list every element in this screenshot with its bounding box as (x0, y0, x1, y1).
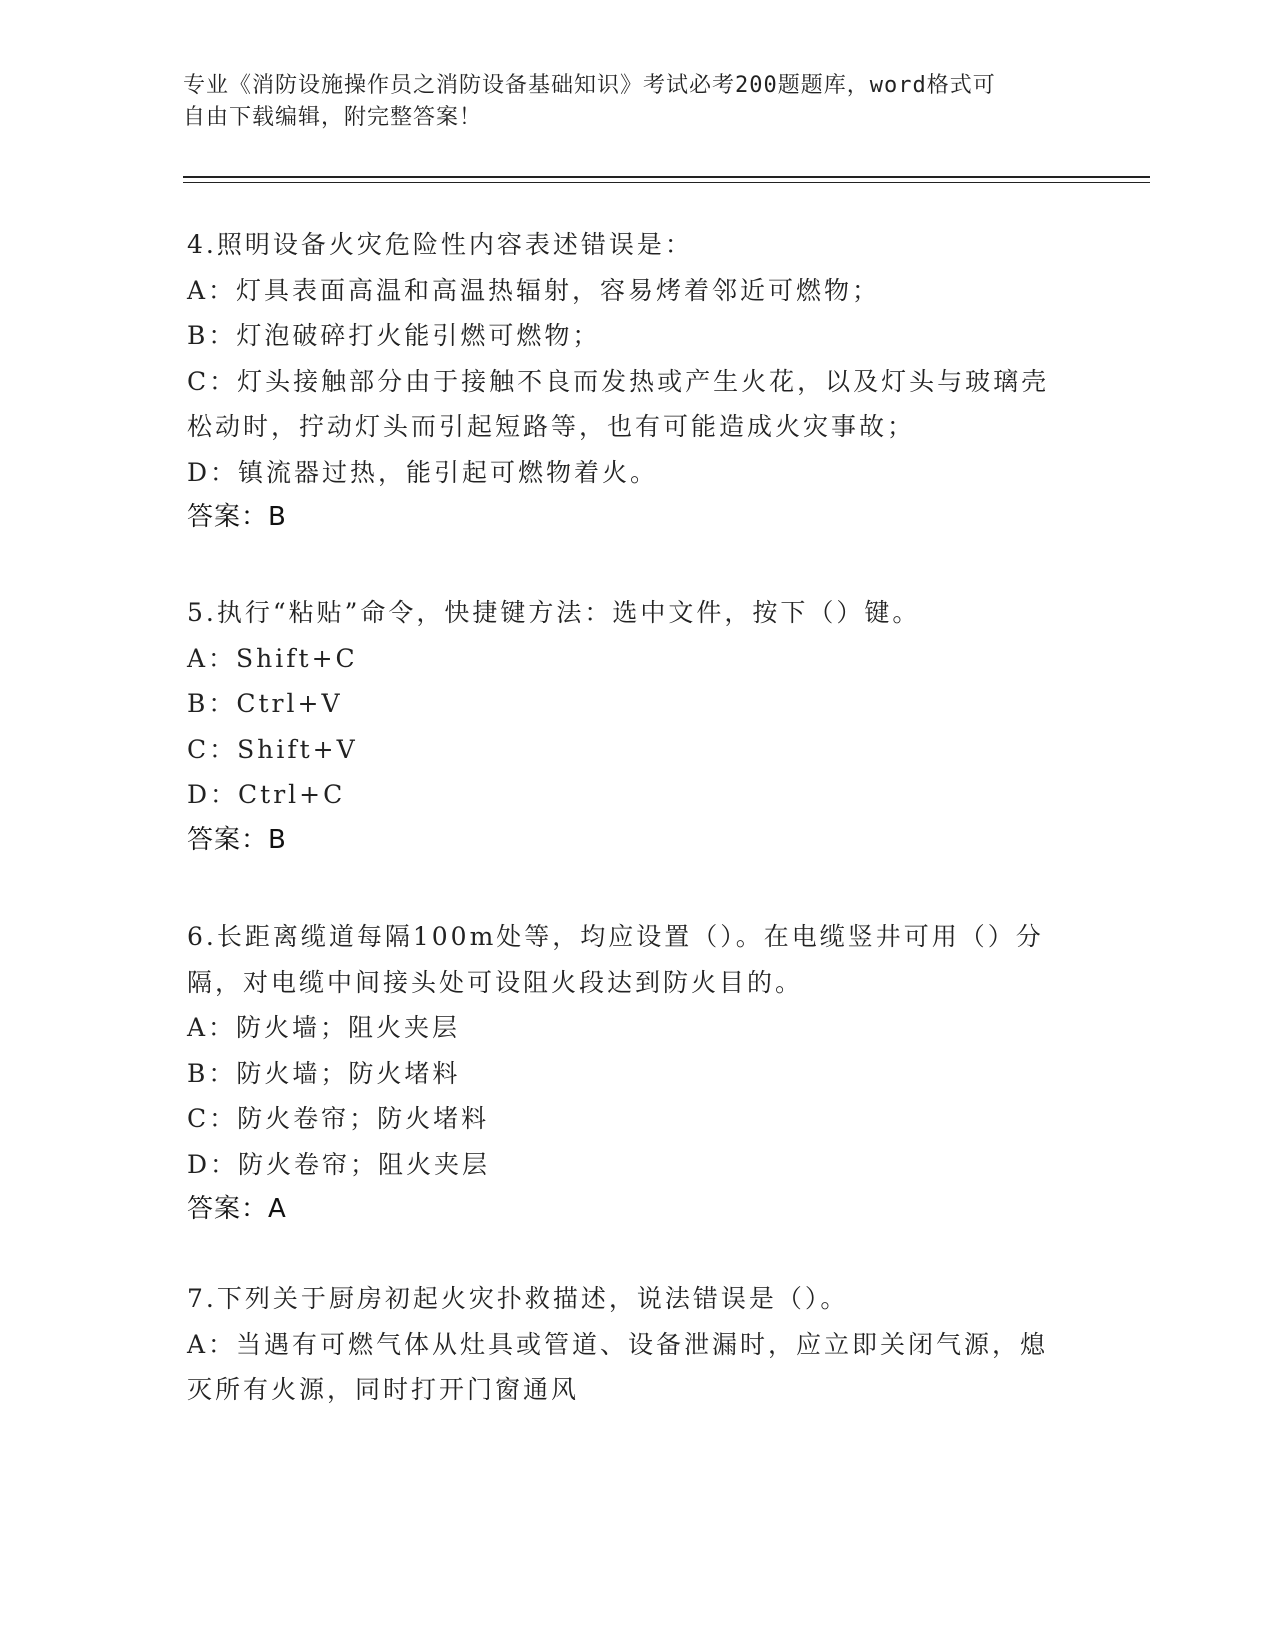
header-rule-thin (183, 182, 1150, 183)
header-line-2: 自由下载编辑，附完整答案！ (183, 105, 483, 130)
option-d: D：Ctrl+C (187, 780, 346, 809)
document-header (183, 70, 1083, 134)
question-7 (187, 1276, 1087, 1413)
option-a: A：防火墙；阻火夹层 (187, 1013, 461, 1042)
option-c: C：灯头接触部分由于接触不良而发热或产生火花，以及灯头与玻璃壳 (187, 366, 1050, 396)
option-c: C：Shift+V (187, 734, 358, 764)
option-a: A：当遇有可燃气体从灶具或管道、设备泄漏时，应立即关闭气源，熄 (187, 1329, 1049, 1359)
question-stem: 4.照明设备火灾危险性内容表述错误是： (187, 230, 693, 259)
question-5 (187, 590, 1087, 863)
answer: 答案：B (187, 502, 287, 532)
option-a: A：Shift+C (187, 643, 358, 673)
option-c-continued: 松动时，拧动灯头而引起短路等，也有可能造成火灾事故； (187, 412, 916, 441)
question-stem: 6.长距离缆道每隔100m处等，均应设置（）。在电缆竖井可用（）分 (187, 922, 1044, 951)
option-a: A：灯具表面高温和高温热辐射，容易烤着邻近可燃物； (187, 275, 881, 305)
question-6 (187, 914, 1087, 1233)
option-b: B：Ctrl+V (187, 689, 343, 718)
option-d: D：镇流器过热，能引起可燃物着火。 (187, 457, 659, 487)
option-b: B：灯泡破碎打火能引燃可燃物； (187, 321, 601, 350)
question-stem: 7.下列关于厨房初起火灾扑救描述，说法错误是（）。 (187, 1284, 849, 1313)
question-4 (187, 222, 1087, 541)
option-a-continued: 灭所有火源，同时打开门窗通风 (187, 1375, 580, 1404)
answer: 答案：A (187, 1194, 287, 1224)
header-line-1: 专业《消防设施操作员之消防设备基础知识》考试必考200题题库，word格式可 (183, 73, 996, 98)
header-rule-thick (183, 176, 1150, 178)
option-b: B：防火墙；防火堵料 (187, 1058, 461, 1088)
question-stem-continued: 隔，对电缆中间接头处可设阻火段达到防火目的。 (187, 967, 804, 997)
option-c: C：防火卷帘；防火堵料 (187, 1104, 490, 1133)
answer: 答案：B (187, 824, 287, 855)
option-d: D：防火卷帘；阻火夹层 (187, 1149, 491, 1179)
question-stem: 5.执行“粘贴”命令，快捷键方法：选中文件，按下（）键。 (187, 598, 921, 627)
